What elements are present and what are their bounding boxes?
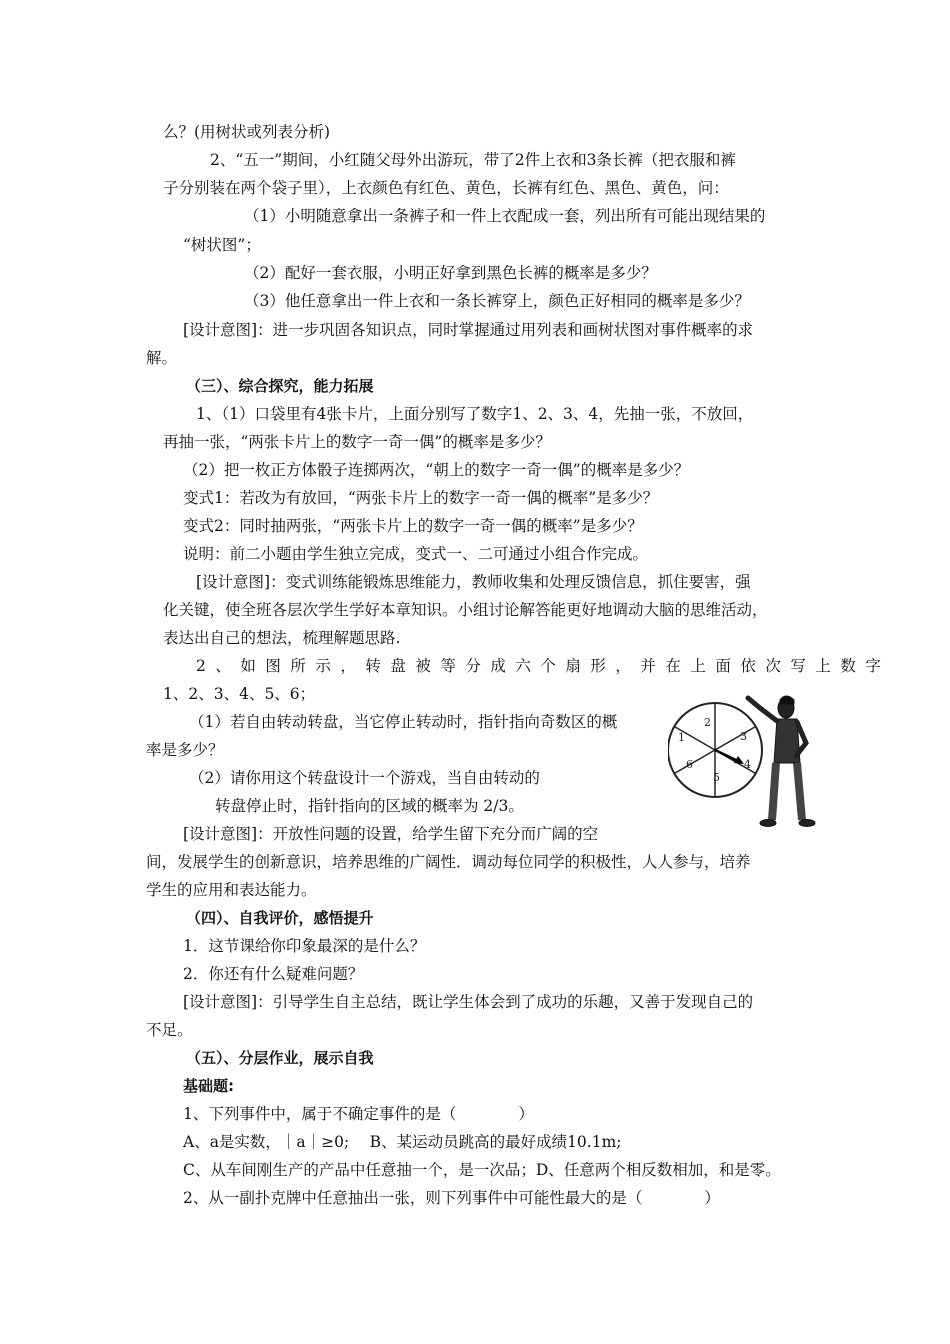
right-leg bbox=[797, 763, 802, 820]
design-intent: [设计意图]：变式训练能锻炼思维能力，教师收集和处理反馈信息，抓住要害，强 bbox=[196, 573, 751, 591]
text-line: 2、“五一”期间，小红随父母外出游玩，带了2件上衣和3条长裤（把衣服和裤 bbox=[210, 151, 736, 169]
left-shoe bbox=[760, 820, 776, 827]
text-line: 化关键，使全班各层次学生学好本章知识。小组讨论解答能更好地调动大脑的思维活动， bbox=[163, 601, 768, 619]
spinner-number: 6 bbox=[686, 758, 693, 771]
text-line: 变式1：若改为有放回，“两张卡片上的数字一奇一偶的概率”是多少？ bbox=[183, 489, 659, 507]
design-intent: [设计意图]：进一步巩固各知识点，同时掌握通过用列表和画树状图对事件概率的求 bbox=[183, 321, 754, 339]
right-shoe bbox=[799, 820, 815, 827]
spinner-number: 4 bbox=[744, 758, 751, 771]
text-line: 1、下列事件中，属于不确定事件的是（ ） bbox=[183, 1105, 534, 1123]
text-line: （2）把一枚正方体骰子连掷两次，“朝上的数字一奇一偶”的概率是多少？ bbox=[183, 461, 690, 479]
subheading-basic: 基础题: bbox=[183, 1077, 234, 1095]
text-line: 转盘停止时，指针指向的区域的概率为 2/3。 bbox=[215, 797, 524, 815]
text-line: 间，发展学生的创新意识，培养思维的广阔性．调动每位同学的积极性，人人参与，培养 bbox=[146, 853, 751, 871]
spinner-illustration bbox=[668, 688, 828, 828]
hair bbox=[780, 696, 794, 704]
text-line: （2）请你用这个转盘设计一个游戏，当自由转动的 bbox=[189, 769, 540, 787]
design-intent: [设计意图]：开放性问题的设置，给学生留下充分而广阔的空 bbox=[183, 825, 599, 843]
text-line bbox=[196, 656, 891, 676]
section-heading-4: （四）、自我评价，感悟提升 bbox=[186, 909, 374, 927]
text-line: 子分别装在两个袋子里），上衣颜色有红色、黄色，长裤有红色、黑色、黄色，问： bbox=[163, 179, 729, 197]
spinner-number: 1 bbox=[678, 731, 685, 744]
section-heading-5: （五）、分层作业，展示自我 bbox=[186, 1049, 374, 1067]
text-line-content: 2、如图所示，转盘被等分成六个扇形，并在上面依次写上数字 bbox=[196, 657, 891, 675]
text-line: “树状图”； bbox=[183, 236, 261, 254]
text-line: 说明：前二小题由学生独立完成，变式一、二可通过小组合作完成。 bbox=[183, 545, 649, 563]
text-line: 1、2、3、4、5、6； bbox=[163, 685, 316, 703]
text-line: （1）若自由转动转盘，当它停止转动时，指针指向奇数区的概 bbox=[189, 713, 618, 731]
text-line: A、a是实数，｜a｜≥0; B、某运动员跳高的最好成绩10.1m; bbox=[183, 1133, 622, 1151]
text-line: 学生的应用和表达能力。 bbox=[146, 881, 317, 899]
spinner-figure bbox=[668, 688, 828, 828]
section-heading-3: （三）、综合探究，能力拓展 bbox=[186, 377, 374, 395]
left-leg bbox=[772, 763, 776, 820]
spinner-number: 2 bbox=[704, 716, 711, 729]
design-intent: [设计意图]：引导学生自主总结，既让学生体会到了成功的乐趣，又善于发现自己的 bbox=[183, 993, 754, 1011]
text-line: 解。 bbox=[146, 349, 178, 367]
text-line: C、从车间刚生产的产品中任意抽一个，是一次品；D、任意两个相反数相加，和是零。 bbox=[183, 1161, 781, 1179]
text-line: （1）小明随意拿出一条裤子和一件上衣配成一套，列出所有可能出现结果的 bbox=[244, 207, 766, 225]
spinner-number: 3 bbox=[740, 730, 747, 743]
text-line: 不足。 bbox=[146, 1021, 193, 1039]
raised-arm bbox=[748, 698, 777, 721]
text-line: 再抽一张，“两张卡片上的数字一奇一偶”的概率是多少？ bbox=[163, 433, 551, 451]
text-line: 2．你还有什么疑难问题？ bbox=[183, 965, 364, 983]
text-line: 1．这节课给你印象最深的是什么？ bbox=[183, 937, 426, 955]
text-line: 率是多少？ bbox=[146, 741, 224, 759]
text-line: （3）他任意拿出一件上衣和一条长裤穿上，颜色正好相同的概率是多少？ bbox=[244, 292, 750, 310]
text-line: 变式2：同时抽两张，“两张卡片上的数字一奇一偶的概率”是多少？ bbox=[183, 517, 643, 535]
spinner-number: 5 bbox=[713, 771, 720, 784]
text-line: 1、（1）口袋里有4张卡片，上面分别写了数字1、2、3、4，先抽一张，不放回， bbox=[196, 405, 754, 423]
text-line: 么？(用树状或列表分析) bbox=[163, 123, 331, 141]
text-line: 表达出自己的想法，梳理解题思路. bbox=[163, 629, 401, 647]
text-line: （2）配好一套衣服，小明正好拿到黑色长裤的概率是多少？ bbox=[244, 264, 657, 282]
text-line: 2、从一副扑克牌中任意抽出一张，则下列事件中可能性最大的是（ ） bbox=[183, 1189, 720, 1207]
